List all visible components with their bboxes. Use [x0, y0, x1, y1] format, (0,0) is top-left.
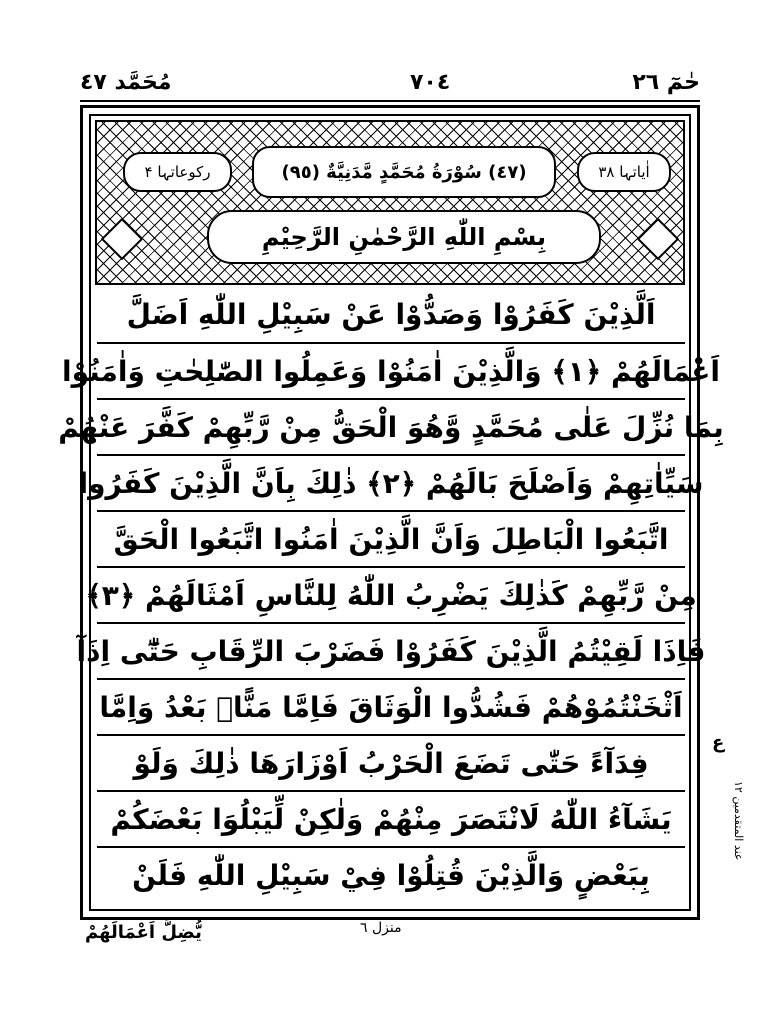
manzil-label: منزل ٦	[360, 920, 402, 936]
ruku-count: رکوعاتہا ۴	[123, 152, 232, 192]
header-rule	[80, 100, 700, 102]
surah-name: (٤٧) سُوْرَةُ مُحَمَّدٍ مَّدَنِيَّةٌ (٩٥)	[252, 146, 556, 198]
bismillah: بِسْمِ اللّٰهِ الرَّحْمٰنِ الرَّحِيْمِ	[207, 210, 601, 264]
ayat-count: اٰیاتہا ٣٨	[577, 152, 671, 192]
juz-title: حٰمٓ ٢٦	[632, 70, 700, 95]
page-number: ٧٠٤	[410, 70, 451, 95]
surah-running-title: مُحَمَّد ٤٧	[80, 70, 172, 95]
verse-line: بِمَا نُزِّلَ عَلٰى مُحَمَّدٍ وَّهُوَ الْحَقُّ مِنْ رَّبِّهِمْ كَفَّرَ عَنْهُمْ	[97, 398, 685, 454]
verse-line: مِنْ رَّبِّهِمْ كَذٰلِكَ يَضْرِبُ اللّٰهُ لِلنَّاسِ اَمْثَالَهُمْ ﴿٣﴾	[97, 566, 685, 622]
ruku-marker: ع	[712, 732, 725, 753]
surah-header-ornament	[95, 120, 685, 285]
page-header	[80, 70, 700, 100]
verse-line: فَاِذَا لَقِيْتُمُ الَّذِيْنَ كَفَرُوْا فَضَرْبَ الرِّقَابِ حَتّٰٓى اِذَآ	[97, 622, 685, 678]
verse-line: اَعْمَالَهُمْ ﴿١﴾ وَالَّذِيْنَ اٰمَنُوْا وَعَمِلُوا الصّٰلِحٰتِ وَاٰمَنُوْا	[97, 342, 685, 398]
verse-lines	[58, 286, 724, 908]
margin-note: عند المتقدمین ١٢	[732, 780, 745, 860]
verse-line: فِدَآءً حَتّٰى تَضَعَ الْحَرْبُ اَوْزَارَهَا ذٰلِكَ وَلَوْ	[97, 734, 685, 790]
catchword: يُّضِلَّ اَعْمَالَهُمْ	[85, 922, 202, 943]
ornament-star-icon	[637, 218, 679, 260]
verse-line: سَيِّاٰتِهِمْ وَاَصْلَحَ بَالَهُمْ ﴿٢﴾ ذٰلِكَ بِاَنَّ الَّذِيْنَ كَفَرُوا	[97, 454, 685, 510]
verse-line: اتَّبَعُوا الْبَاطِلَ وَاَنَّ الَّذِيْنَ اٰمَنُوا اتَّبَعُوا الْحَقَّ	[97, 510, 685, 566]
ornament-star-icon	[101, 218, 143, 260]
verse-line: اَلَّذِيْنَ كَفَرُوْا وَصَدُّوْا عَنْ سَبِيْلِ اللّٰهِ اَضَلَّ	[126, 297, 656, 331]
verse-line: اَثْخَنْتُمُوْهُمْ فَشُدُّوا الْوَثَاقَ فَاِمَّا مَنًّاۢ بَعْدُ وَاِمَّا	[97, 678, 685, 734]
verse-line: يَشَآءُ اللّٰهُ لَانْتَصَرَ مِنْهُمْ وَلٰكِنْ لِّيَبْلُوَا بَعْضَكُمْ	[97, 790, 685, 846]
page-frame	[58, 105, 724, 920]
verse-line: بِبَعْضٍ وَالَّذِيْنَ قُتِلُوْا فِيْ سَبِيْلِ اللّٰهِ فَلَنْ	[97, 846, 685, 902]
